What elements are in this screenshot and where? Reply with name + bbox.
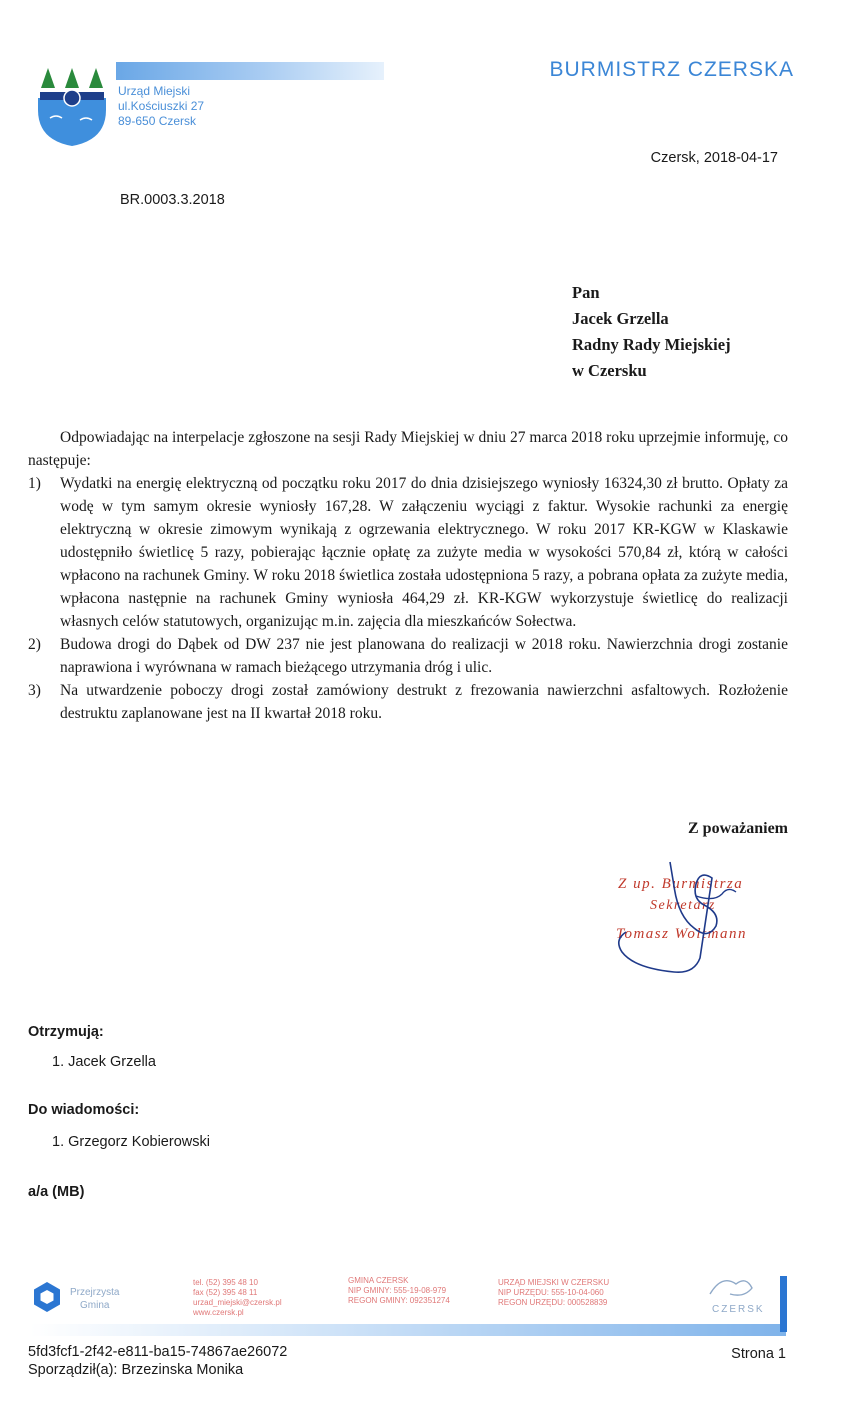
recipient-salutation: Pan xyxy=(572,283,600,302)
footer-accent-bar xyxy=(30,1324,786,1336)
item-number: 2) xyxy=(28,636,41,653)
signature-stamp xyxy=(604,856,804,986)
filing-note: a/a (MB) xyxy=(28,1184,85,1200)
list-item xyxy=(28,472,788,633)
reference-number: BR.0003.3.2018 xyxy=(120,192,225,208)
info-entry: 1. Grzegorz Kobierowski xyxy=(52,1134,210,1150)
contact-phone: tel. (52) 395 48 10 xyxy=(193,1278,258,1287)
contact-email: urzad_miejski@czersk.pl xyxy=(193,1298,282,1307)
office-name: Urząd Miejski xyxy=(118,84,191,98)
urzad-regon: REGON URZĘDU: 000528839 xyxy=(498,1298,608,1307)
intro-paragraph: Odpowiadając na interpelacje zgłoszone na sesji Rady Miejskiej w dniu 27 marca 2018 roku uprzejmie informuję, co następuje: xyxy=(28,429,788,469)
recipient-name: Jacek Grzella xyxy=(572,309,669,328)
letterhead-title: BURMISTRZ CZERSKA xyxy=(549,58,794,81)
item-text: Budowa drogi do Dąbek od DW 237 nie jest planowana do realizacji w 2018 roku. Nawierzchnia drogi zostanie naprawiona i wyrównana w ramach bieżącego utrzymania dróg i ulic. xyxy=(60,636,788,676)
list-item xyxy=(28,633,788,679)
footer-gmina-info xyxy=(348,1276,450,1306)
list-item xyxy=(28,679,788,725)
letter-body xyxy=(28,426,788,725)
recipient-location: w Czersku xyxy=(572,361,647,380)
recipient-entry: 1. Jacek Grzella xyxy=(52,1054,156,1070)
recipients-label: Otrzymują: xyxy=(28,1024,104,1040)
contact-website: www.czersk.pl xyxy=(193,1308,244,1317)
recipient-role: Radny Rady Miejskiej xyxy=(572,335,731,354)
footer-contact xyxy=(193,1278,282,1318)
item-text: Na utwardzenie poboczy drogi został zamówiony destrukt z frezowania nawierzchni asfaltowych. Rozłożenie destruktu zaplanowane jest na II kwartał 2018 roku. xyxy=(60,682,788,722)
brand-text: CZERSK xyxy=(712,1304,765,1315)
gmina-regon: REGON GMINY: 092351274 xyxy=(348,1296,450,1305)
header-accent-bar xyxy=(116,62,384,80)
gmina-name: GMINA CZERSK xyxy=(348,1276,409,1285)
czersk-brand-icon xyxy=(700,1272,760,1302)
gmina-nip: NIP GMINY: 555-19-08-979 xyxy=(348,1286,447,1295)
stamp-line-2: Sekretarz xyxy=(650,898,716,913)
item-number: 1) xyxy=(28,475,41,492)
letter-date: Czersk, 2018-04-17 xyxy=(650,150,778,166)
urzad-name: URZĄD MIEJSKI W CZERSKU xyxy=(498,1278,610,1287)
item-number: 3) xyxy=(28,682,41,699)
transparent-gmina-logo xyxy=(30,1280,64,1314)
logo-text-1: Przejrzysta xyxy=(70,1287,120,1298)
stamp-line-1: Z up. Burmistrza xyxy=(618,876,744,892)
office-street: ul.Kościuszki 27 xyxy=(118,99,205,113)
footer-vertical-bar xyxy=(780,1276,787,1332)
office-city: 89-650 Czersk xyxy=(118,114,197,128)
footer-urzad-info xyxy=(498,1278,609,1308)
handwritten-signature xyxy=(604,856,804,986)
closing-phrase: Z poważaniem xyxy=(688,820,788,837)
logo-text-2: Gmina xyxy=(80,1300,110,1311)
stamp-line-3: Tomasz Woltmann xyxy=(616,926,748,942)
document-id: 5fd3fcf1-2f42-e811-ba15-74867ae26072 xyxy=(28,1344,288,1360)
info-label: Do wiadomości: xyxy=(28,1102,140,1118)
urzad-nip: NIP URZĘDU: 555-10-04-060 xyxy=(498,1288,604,1297)
author-line: Sporządził(a): Brzezinska Monika xyxy=(28,1362,244,1378)
item-text: Wydatki na energię elektryczną od początku roku 2017 do dnia dzisiejszego wyniosły 16324,30 zł brutto. Opłaty za wodę w tym samym okresie wyniosły 167,28. W załączeniu wyciągi z faktur. Wysokie rachunki za energię elektryczną w okresie zimowym wynikają z ogrzewania elektrycznego. W roku 2017 KR-KGW w Klaskawie udostępniło świetlicę 5 razy, pobierając łącznie opłatę za zużyte media w wysokości 570,84 zł, którą w całości wpłacono na rachunek Gminy. W roku 2018 świetlica została udostępniona 5 razy, a pobrana opłata za zużyte media, wpłacona następnie na rachunek Gminy wyniosła 464,29 zł. KR-KGW wykorzystuje świetlicę do realizacji własnych celów statutowych, organizując m.in. zajęcia dla mieszkańców Sołectwa. xyxy=(60,475,788,630)
contact-fax: fax (52) 395 48 11 xyxy=(193,1288,258,1297)
city-crest-logo xyxy=(36,58,108,148)
page-number: Strona 1 xyxy=(731,1346,786,1362)
